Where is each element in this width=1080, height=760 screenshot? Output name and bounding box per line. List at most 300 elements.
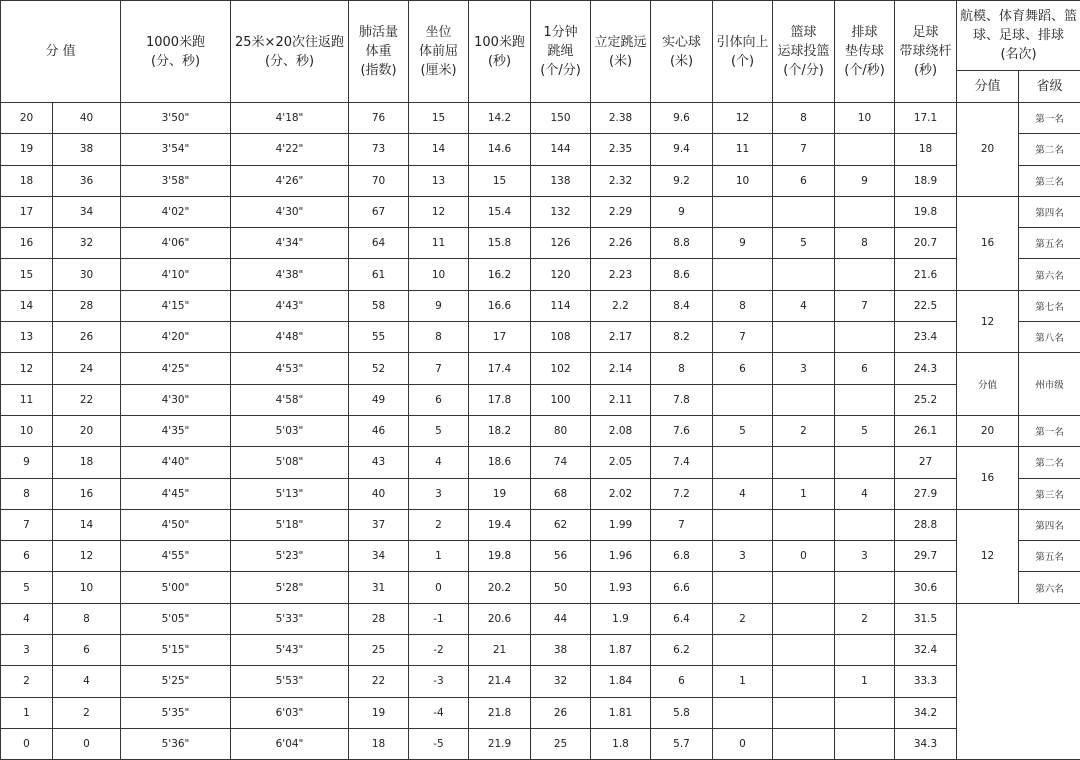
cell-sit-and-reach: 11 — [409, 228, 469, 259]
ranking-score: 16 — [957, 196, 1019, 290]
table-row — [1, 415, 1080, 446]
cell-volleyball — [835, 134, 895, 165]
cell-vital-capacity: 28 — [349, 603, 409, 634]
cell-points: 28 — [53, 290, 121, 321]
cell-sit-and-reach: 0 — [409, 572, 469, 603]
cell-standing-jump: 2.14 — [591, 353, 651, 384]
ranking-place: 第三名 — [1019, 165, 1080, 196]
cell-standing-jump: 1.8 — [591, 728, 651, 759]
cell-sit-and-reach: -4 — [409, 697, 469, 728]
cell-run-100m: 15 — [469, 165, 531, 196]
cell-run-1000m: 3'58" — [121, 165, 231, 196]
cell-jump-rope: 50 — [531, 572, 591, 603]
ranking-place: 第八名 — [1019, 322, 1080, 353]
cell-vital-capacity: 76 — [349, 103, 409, 134]
cell-run-1000m: 4'45" — [121, 478, 231, 509]
cell-basketball — [773, 259, 835, 290]
cell-run-1000m: 4'50" — [121, 509, 231, 540]
cell-points: 34 — [53, 196, 121, 227]
cell-pull-up: 11 — [713, 134, 773, 165]
cell-grade-score: 18 — [1, 165, 53, 196]
cell-jump-rope: 38 — [531, 635, 591, 666]
cell-football: 27 — [895, 447, 957, 478]
cell-volleyball — [835, 697, 895, 728]
cell-football: 25.2 — [895, 384, 957, 415]
cell-vital-capacity: 61 — [349, 259, 409, 290]
cell-basketball — [773, 697, 835, 728]
cell-vital-capacity: 19 — [349, 697, 409, 728]
cell-volleyball — [835, 572, 895, 603]
cell-basketball: 7 — [773, 134, 835, 165]
cell-football: 29.7 — [895, 541, 957, 572]
cell-jump-rope: 132 — [531, 196, 591, 227]
cell-run-100m: 16.6 — [469, 290, 531, 321]
cell-shuttle-run: 4'18" — [231, 103, 349, 134]
cell-standing-jump: 2.02 — [591, 478, 651, 509]
cell-football: 18.9 — [895, 165, 957, 196]
cell-volleyball — [835, 447, 895, 478]
cell-medicine-ball: 7.8 — [651, 384, 713, 415]
cell-shuttle-run: 4'22" — [231, 134, 349, 165]
cell-sit-and-reach: -1 — [409, 603, 469, 634]
cell-medicine-ball: 8 — [651, 353, 713, 384]
cell-pull-up: 4 — [713, 478, 773, 509]
cell-jump-rope: 68 — [531, 478, 591, 509]
cell-pull-up: 8 — [713, 290, 773, 321]
cell-jump-rope: 26 — [531, 697, 591, 728]
cell-vital-capacity: 22 — [349, 666, 409, 697]
cell-run-1000m: 5'35" — [121, 697, 231, 728]
cell-basketball: 1 — [773, 478, 835, 509]
cell-jump-rope: 138 — [531, 165, 591, 196]
cell-sit-and-reach: 6 — [409, 384, 469, 415]
cell-volleyball: 1 — [835, 666, 895, 697]
cell-basketball — [773, 635, 835, 666]
cell-run-100m: 20.2 — [469, 572, 531, 603]
cell-volleyball — [835, 728, 895, 759]
cell-pull-up: 7 — [713, 322, 773, 353]
cell-vital-capacity: 37 — [349, 509, 409, 540]
cell-sit-and-reach: 3 — [409, 478, 469, 509]
cell-pull-up: 3 — [713, 541, 773, 572]
cell-pull-up — [713, 635, 773, 666]
cell-volleyball: 2 — [835, 603, 895, 634]
cell-shuttle-run: 5'13" — [231, 478, 349, 509]
cell-sit-and-reach: 4 — [409, 447, 469, 478]
cell-shuttle-run: 5'18" — [231, 509, 349, 540]
cell-vital-capacity: 67 — [349, 196, 409, 227]
header-basketball: 篮球 运球投篮 (个/分) — [773, 1, 835, 103]
table-row — [1, 165, 1080, 196]
cell-vital-capacity: 31 — [349, 572, 409, 603]
ranking-place: 第五名 — [1019, 228, 1080, 259]
cell-basketball: 0 — [773, 541, 835, 572]
cell-points: 18 — [53, 447, 121, 478]
table-row — [1, 728, 1080, 759]
cell-football: 33.3 — [895, 666, 957, 697]
cell-sit-and-reach: 7 — [409, 353, 469, 384]
cell-standing-jump: 2.29 — [591, 196, 651, 227]
header-standing-jump: 立定跳远 (米) — [591, 1, 651, 103]
cell-points: 2 — [53, 697, 121, 728]
cell-points: 6 — [53, 635, 121, 666]
header-football: 足球 带球绕杆 (秒) — [895, 1, 957, 103]
cell-points: 14 — [53, 509, 121, 540]
cell-vital-capacity: 40 — [349, 478, 409, 509]
cell-standing-jump: 1.81 — [591, 697, 651, 728]
cell-pull-up — [713, 196, 773, 227]
cell-shuttle-run: 5'08" — [231, 447, 349, 478]
table-row — [1, 353, 1080, 384]
cell-basketball: 3 — [773, 353, 835, 384]
cell-medicine-ball: 7.4 — [651, 447, 713, 478]
cell-medicine-ball: 8.4 — [651, 290, 713, 321]
cell-standing-jump: 1.84 — [591, 666, 651, 697]
cell-basketball: 5 — [773, 228, 835, 259]
cell-jump-rope: 108 — [531, 322, 591, 353]
cell-jump-rope: 126 — [531, 228, 591, 259]
cell-points: 38 — [53, 134, 121, 165]
cell-vital-capacity: 55 — [349, 322, 409, 353]
table-row — [1, 697, 1080, 728]
header-score: 分 值 — [1, 1, 121, 103]
cell-run-1000m: 4'15" — [121, 290, 231, 321]
cell-football: 24.3 — [895, 353, 957, 384]
header-ranking-score: 分值 — [957, 71, 1019, 103]
cell-jump-rope: 80 — [531, 415, 591, 446]
cell-basketball — [773, 384, 835, 415]
cell-football: 19.8 — [895, 196, 957, 227]
cell-volleyball — [835, 259, 895, 290]
cell-grade-score: 19 — [1, 134, 53, 165]
cell-run-1000m: 5'00" — [121, 572, 231, 603]
cell-standing-jump: 2.08 — [591, 415, 651, 446]
cell-jump-rope: 62 — [531, 509, 591, 540]
cell-points: 26 — [53, 322, 121, 353]
cell-volleyball: 6 — [835, 353, 895, 384]
cell-points: 16 — [53, 478, 121, 509]
ranking-place: 第七名 — [1019, 290, 1080, 321]
cell-grade-score: 20 — [1, 103, 53, 134]
header-special-events: 航模、体育舞蹈、篮球、足球、排球 (名次) — [957, 1, 1080, 71]
cell-grade-score: 10 — [1, 415, 53, 446]
cell-grade-score: 2 — [1, 666, 53, 697]
cell-jump-rope: 100 — [531, 384, 591, 415]
cell-vital-capacity: 49 — [349, 384, 409, 415]
cell-grade-score: 8 — [1, 478, 53, 509]
cell-volleyball: 4 — [835, 478, 895, 509]
cell-run-1000m: 4'06" — [121, 228, 231, 259]
header-vital-capacity: 肺活量 体重 (指数) — [349, 1, 409, 103]
cell-basketball — [773, 603, 835, 634]
cell-standing-jump: 1.87 — [591, 635, 651, 666]
cell-standing-jump: 2.35 — [591, 134, 651, 165]
cell-run-1000m: 5'25" — [121, 666, 231, 697]
cell-medicine-ball: 8.2 — [651, 322, 713, 353]
cell-basketball — [773, 322, 835, 353]
cell-medicine-ball: 8.6 — [651, 259, 713, 290]
cell-medicine-ball: 9.2 — [651, 165, 713, 196]
cell-grade-score: 12 — [1, 353, 53, 384]
table-row — [1, 259, 1080, 290]
cell-vital-capacity: 25 — [349, 635, 409, 666]
header-1000m-run: 1000米跑 (分、秒) — [121, 1, 231, 103]
cell-vital-capacity: 52 — [349, 353, 409, 384]
table-row — [1, 103, 1080, 134]
cell-vital-capacity: 46 — [349, 415, 409, 446]
cell-run-100m: 21 — [469, 635, 531, 666]
cell-basketball: 8 — [773, 103, 835, 134]
cell-standing-jump: 1.99 — [591, 509, 651, 540]
cell-points: 0 — [53, 728, 121, 759]
ranking-score: 12 — [957, 509, 1019, 603]
cell-run-100m: 18.2 — [469, 415, 531, 446]
cell-football: 32.4 — [895, 635, 957, 666]
cell-shuttle-run: 4'38" — [231, 259, 349, 290]
table-row — [1, 134, 1080, 165]
cell-run-1000m: 4'40" — [121, 447, 231, 478]
cell-run-100m: 21.8 — [469, 697, 531, 728]
cell-grade-score: 6 — [1, 541, 53, 572]
ranking-place: 第三名 — [1019, 478, 1080, 509]
cell-volleyball — [835, 509, 895, 540]
cell-basketball — [773, 728, 835, 759]
header-medicine-ball: 实心球 (米) — [651, 1, 713, 103]
cell-sit-and-reach: 2 — [409, 509, 469, 540]
cell-points: 40 — [53, 103, 121, 134]
cell-standing-jump: 2.17 — [591, 322, 651, 353]
cell-grade-score: 17 — [1, 196, 53, 227]
cell-points: 24 — [53, 353, 121, 384]
cell-pull-up: 5 — [713, 415, 773, 446]
cell-sit-and-reach: -2 — [409, 635, 469, 666]
cell-grade-score: 4 — [1, 603, 53, 634]
cell-medicine-ball: 6.6 — [651, 572, 713, 603]
table-row — [1, 196, 1080, 227]
header-volleyball: 排球 垫传球 (个/秒) — [835, 1, 895, 103]
ranking-place: 第四名 — [1019, 509, 1080, 540]
cell-medicine-ball: 7.6 — [651, 415, 713, 446]
cell-run-1000m: 5'15" — [121, 635, 231, 666]
table-row — [1, 509, 1080, 540]
cell-run-100m: 15.4 — [469, 196, 531, 227]
cell-grade-score: 0 — [1, 728, 53, 759]
table-row — [1, 572, 1080, 603]
cell-points: 36 — [53, 165, 121, 196]
cell-jump-rope: 56 — [531, 541, 591, 572]
cell-shuttle-run: 5'03" — [231, 415, 349, 446]
table-row — [1, 478, 1080, 509]
cell-jump-rope: 150 — [531, 103, 591, 134]
ranking-place: 第一名 — [1019, 415, 1080, 446]
cell-football: 27.9 — [895, 478, 957, 509]
cell-standing-jump: 1.9 — [591, 603, 651, 634]
cell-pull-up: 10 — [713, 165, 773, 196]
cell-pull-up — [713, 259, 773, 290]
cell-medicine-ball: 9 — [651, 196, 713, 227]
cell-medicine-ball: 5.8 — [651, 697, 713, 728]
cell-football: 21.6 — [895, 259, 957, 290]
cell-medicine-ball: 9.6 — [651, 103, 713, 134]
cell-pull-up: 9 — [713, 228, 773, 259]
cell-grade-score: 11 — [1, 384, 53, 415]
cell-volleyball — [835, 384, 895, 415]
cell-vital-capacity: 18 — [349, 728, 409, 759]
cell-medicine-ball: 6 — [651, 666, 713, 697]
header-jump-rope: 1分钟 跳绳 (个/分) — [531, 1, 591, 103]
cell-standing-jump: 2.05 — [591, 447, 651, 478]
table-row — [1, 384, 1080, 415]
cell-basketball: 4 — [773, 290, 835, 321]
cell-volleyball — [835, 322, 895, 353]
city-level-header: 州市级 — [1019, 353, 1080, 416]
cell-shuttle-run: 5'43" — [231, 635, 349, 666]
cell-run-100m: 19 — [469, 478, 531, 509]
cell-volleyball — [835, 196, 895, 227]
cell-jump-rope: 144 — [531, 134, 591, 165]
cell-football: 22.5 — [895, 290, 957, 321]
cell-pull-up — [713, 697, 773, 728]
table-row — [1, 603, 1080, 634]
ranking-place: 第一名 — [1019, 103, 1080, 134]
cell-standing-jump: 2.23 — [591, 259, 651, 290]
cell-football: 34.2 — [895, 697, 957, 728]
cell-sit-and-reach: 15 — [409, 103, 469, 134]
header-shuttle-run: 25米×20次往返跑 (分、秒) — [231, 1, 349, 103]
cell-pull-up: 6 — [713, 353, 773, 384]
cell-grade-score: 7 — [1, 509, 53, 540]
cell-grade-score: 1 — [1, 697, 53, 728]
cell-pull-up: 0 — [713, 728, 773, 759]
cell-points: 12 — [53, 541, 121, 572]
cell-shuttle-run: 4'53" — [231, 353, 349, 384]
cell-basketball — [773, 572, 835, 603]
table-row — [1, 666, 1080, 697]
ranking-score: 12 — [957, 290, 1019, 353]
cell-shuttle-run: 4'58" — [231, 384, 349, 415]
header-sit-and-reach: 坐位 体前屈 (厘米) — [409, 1, 469, 103]
table-row — [1, 447, 1080, 478]
cell-football: 23.4 — [895, 322, 957, 353]
header-ranking-level: 省级 — [1019, 71, 1080, 103]
ranking-place: 第二名 — [1019, 134, 1080, 165]
cell-football: 28.8 — [895, 509, 957, 540]
cell-shuttle-run: 4'48" — [231, 322, 349, 353]
ranking-score: 16 — [957, 447, 1019, 510]
cell-standing-jump: 1.96 — [591, 541, 651, 572]
cell-run-100m: 21.4 — [469, 666, 531, 697]
ranking-place: 第四名 — [1019, 196, 1080, 227]
cell-points: 20 — [53, 415, 121, 446]
table-row — [1, 541, 1080, 572]
cell-volleyball: 5 — [835, 415, 895, 446]
cell-jump-rope: 114 — [531, 290, 591, 321]
cell-pull-up — [713, 509, 773, 540]
cell-grade-score: 13 — [1, 322, 53, 353]
cell-vital-capacity: 34 — [349, 541, 409, 572]
cell-jump-rope: 102 — [531, 353, 591, 384]
cell-run-1000m: 4'30" — [121, 384, 231, 415]
cell-medicine-ball: 6.2 — [651, 635, 713, 666]
cell-jump-rope: 32 — [531, 666, 591, 697]
cell-volleyball: 3 — [835, 541, 895, 572]
table-row — [1, 290, 1080, 321]
cell-jump-rope: 120 — [531, 259, 591, 290]
cell-run-1000m: 5'05" — [121, 603, 231, 634]
cell-shuttle-run: 4'43" — [231, 290, 349, 321]
cell-grade-score: 15 — [1, 259, 53, 290]
cell-pull-up — [713, 447, 773, 478]
cell-vital-capacity: 43 — [349, 447, 409, 478]
cell-shuttle-run: 5'23" — [231, 541, 349, 572]
cell-standing-jump: 2.32 — [591, 165, 651, 196]
cell-football: 34.3 — [895, 728, 957, 759]
cell-sit-and-reach: 5 — [409, 415, 469, 446]
cell-run-100m: 20.6 — [469, 603, 531, 634]
cell-football: 20.7 — [895, 228, 957, 259]
cell-medicine-ball: 9.4 — [651, 134, 713, 165]
cell-shuttle-run: 4'34" — [231, 228, 349, 259]
cell-sit-and-reach: 14 — [409, 134, 469, 165]
cell-run-100m: 17.4 — [469, 353, 531, 384]
cell-run-1000m: 3'50" — [121, 103, 231, 134]
cell-football: 17.1 — [895, 103, 957, 134]
cell-football: 18 — [895, 134, 957, 165]
cell-shuttle-run: 4'26" — [231, 165, 349, 196]
cell-basketball — [773, 447, 835, 478]
cell-shuttle-run: 5'53" — [231, 666, 349, 697]
cell-pull-up — [713, 572, 773, 603]
cell-pull-up: 2 — [713, 603, 773, 634]
cell-sit-and-reach: 8 — [409, 322, 469, 353]
cell-grade-score: 3 — [1, 635, 53, 666]
cell-pull-up: 12 — [713, 103, 773, 134]
cell-sit-and-reach: 12 — [409, 196, 469, 227]
cell-basketball — [773, 196, 835, 227]
cell-vital-capacity: 73 — [349, 134, 409, 165]
cell-volleyball: 9 — [835, 165, 895, 196]
header-100m-run: 100米跑 (秒) — [469, 1, 531, 103]
cell-standing-jump: 2.26 — [591, 228, 651, 259]
ranking-place: 第六名 — [1019, 259, 1080, 290]
cell-run-100m: 14.2 — [469, 103, 531, 134]
cell-run-1000m: 4'20" — [121, 322, 231, 353]
cell-sit-and-reach: 9 — [409, 290, 469, 321]
cell-run-1000m: 4'25" — [121, 353, 231, 384]
cell-standing-jump: 2.2 — [591, 290, 651, 321]
cell-grade-score: 5 — [1, 572, 53, 603]
cell-points: 32 — [53, 228, 121, 259]
cell-medicine-ball: 6.8 — [651, 541, 713, 572]
cell-grade-score: 9 — [1, 447, 53, 478]
cell-medicine-ball: 6.4 — [651, 603, 713, 634]
cell-medicine-ball: 7 — [651, 509, 713, 540]
cell-run-1000m: 5'36" — [121, 728, 231, 759]
cell-grade-score: 14 — [1, 290, 53, 321]
cell-vital-capacity: 70 — [349, 165, 409, 196]
cell-run-100m: 19.4 — [469, 509, 531, 540]
cell-standing-jump: 2.38 — [591, 103, 651, 134]
cell-football: 31.5 — [895, 603, 957, 634]
cell-volleyball: 8 — [835, 228, 895, 259]
cell-shuttle-run: 6'04" — [231, 728, 349, 759]
table-row — [1, 635, 1080, 666]
cell-medicine-ball: 8.8 — [651, 228, 713, 259]
cell-points: 10 — [53, 572, 121, 603]
cell-volleyball — [835, 635, 895, 666]
cell-grade-score: 16 — [1, 228, 53, 259]
cell-run-100m: 19.8 — [469, 541, 531, 572]
